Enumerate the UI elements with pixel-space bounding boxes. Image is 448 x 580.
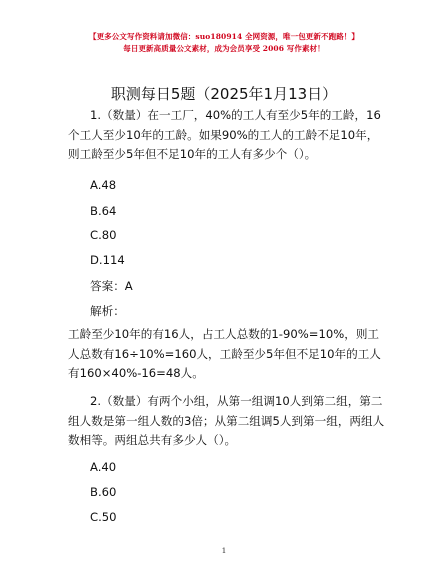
question-1-option-d: D.114 (90, 253, 125, 267)
question-1-text: 1.（数量）在一工厂，40%的工人有至少5年的工龄，16个工人至少10年的工龄。如果90%的工人的工龄不足10年，则工龄至少5年但不足10年的工人有多少个（）。 (68, 108, 381, 161)
page-number: 1 (221, 546, 227, 555)
question-2-option-b: B.60 (90, 485, 117, 499)
question-2-option-c: C.50 (90, 510, 117, 524)
question-2-option-a: A.40 (90, 460, 117, 474)
promo-banner-line-2: 每日更新高质量公文素材，成为会员享受 2006 写作素材！ (123, 44, 325, 53)
question-1-option-b: B.64 (90, 204, 117, 218)
question-2-text: 2.（数量）有两个小组，从第一组调10人到第二组，第二组人数是第一组人数的3倍；从第二组调5人到第一组，两组人数相等。两组总共有多少人（）。 (68, 394, 385, 447)
question-1-option-a: A.48 (90, 178, 117, 192)
promo-banner-line-1: 【更多公文写作资料请加微信：suo180914 全网资源，唯一包更新不跑路！】 (89, 32, 359, 41)
page-title: 职测每日5题（2025年1月13日） (110, 85, 338, 103)
question-1-option-c: C.80 (90, 228, 117, 242)
question-1-answer: 答案：A (90, 279, 133, 293)
question-1-analysis-label: 解析： (90, 304, 125, 318)
question-1-analysis: 工龄至少10年的有16人，占工人总数的1-90%=10%，则工人总数有16÷10%=160人，工龄至少5年但不足10年的工人有160×40%-16=48人。 (68, 327, 381, 380)
